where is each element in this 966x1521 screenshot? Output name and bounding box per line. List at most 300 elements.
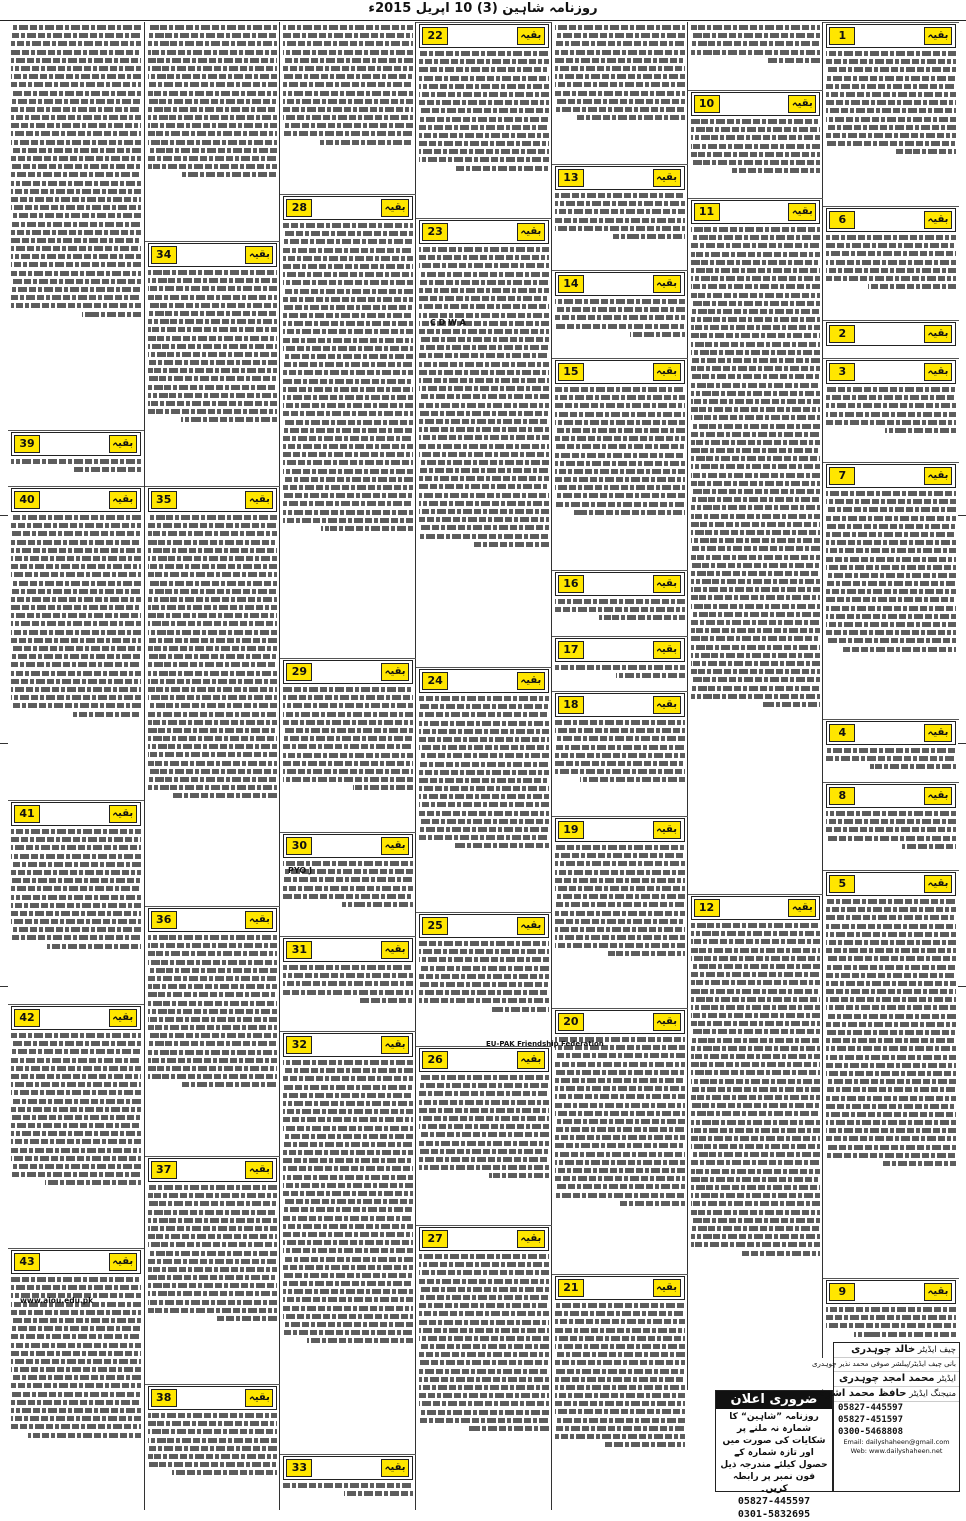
text-line <box>11 295 141 300</box>
section-rule <box>145 1156 281 1157</box>
marker-label: بقیہ <box>245 491 273 509</box>
text-line <box>11 515 141 520</box>
text-line <box>11 556 141 561</box>
text-line <box>489 1173 549 1178</box>
text-line <box>283 1216 413 1221</box>
text-line <box>283 1134 413 1139</box>
text-line <box>11 845 141 850</box>
marker-label: بقیہ <box>924 363 952 381</box>
text-line <box>555 66 685 71</box>
text-line <box>691 563 821 568</box>
text-line <box>419 525 549 530</box>
text-line <box>148 50 278 55</box>
text-line <box>691 135 821 140</box>
text-line <box>11 1334 141 1339</box>
text-line <box>11 50 141 55</box>
text-line <box>826 92 956 97</box>
text-line <box>691 25 821 30</box>
text-line <box>283 74 413 79</box>
text-line <box>555 761 685 766</box>
text-line <box>11 303 141 308</box>
notice-body: روزنامہ ”شاہین“ کا شمارہ نہ ملنے پر شکایات کی صورت میں اور تازہ شمارہ کے حصول کیلئے مندرجہ ذیل فون نمبر پر رابطہ کریں۔ <box>720 1412 828 1494</box>
text-line <box>342 902 413 907</box>
text-line <box>555 218 685 223</box>
text-line <box>419 1418 549 1423</box>
text-line <box>11 1318 141 1323</box>
text-line <box>283 305 413 310</box>
text-line <box>11 58 141 63</box>
text-line <box>555 1103 685 1108</box>
text-line <box>826 597 956 602</box>
text-line <box>555 1176 685 1181</box>
text-line <box>148 531 278 536</box>
text-line <box>148 935 278 940</box>
text-line <box>148 646 278 651</box>
continuation-marker <box>283 834 413 858</box>
text-line <box>148 1267 278 1272</box>
continuation-marker <box>148 1158 278 1182</box>
text-line <box>11 1343 141 1348</box>
text-line <box>419 786 549 791</box>
text-line <box>148 25 278 30</box>
marker-label: بقیہ <box>381 941 409 959</box>
text-line <box>419 1108 549 1113</box>
text-line <box>691 276 821 281</box>
text-line <box>691 1120 821 1125</box>
continuation-marker <box>148 243 278 267</box>
text-line <box>148 401 278 406</box>
article-text-block <box>148 932 278 1154</box>
text-line <box>11 189 141 194</box>
text-line <box>307 1338 413 1343</box>
text-line <box>555 315 685 320</box>
marker-number: 7 <box>829 467 855 485</box>
chief-editor-row <box>834 1343 959 1358</box>
article-text-block <box>283 220 413 656</box>
text-line <box>419 819 549 824</box>
text-line <box>826 819 956 824</box>
marker-number: 24 <box>422 672 448 690</box>
text-line <box>419 778 549 783</box>
continuation-marker <box>555 166 685 190</box>
marker-label: بقیہ <box>788 203 816 221</box>
text-line <box>148 992 278 997</box>
text-line <box>419 493 549 498</box>
text-line <box>11 605 141 610</box>
marker-number: 38 <box>151 1389 177 1407</box>
marker-number: 29 <box>286 663 312 681</box>
text-line <box>691 1029 821 1034</box>
text-line <box>555 1152 685 1157</box>
text-line <box>11 703 141 708</box>
continuation-marker <box>555 272 685 296</box>
text-line <box>148 1185 278 1190</box>
text-line <box>11 829 141 834</box>
marker-label: بقیہ <box>109 1009 137 1027</box>
text-line <box>826 1145 956 1150</box>
section-rule <box>823 22 959 23</box>
text-line <box>419 272 549 277</box>
text-line <box>419 427 549 432</box>
text-line <box>28 1433 141 1438</box>
text-line <box>691 1185 821 1190</box>
section-rule <box>823 782 959 783</box>
text-line <box>11 140 141 145</box>
text-line <box>283 469 413 474</box>
text-line <box>419 411 549 416</box>
text-line <box>148 1291 278 1296</box>
article-text-block <box>11 22 141 428</box>
text-line <box>283 777 413 782</box>
text-line <box>691 407 821 412</box>
text-line <box>283 50 413 55</box>
text-line <box>826 1030 956 1035</box>
text-line <box>691 964 821 969</box>
continuation-marker <box>691 896 821 920</box>
text-line <box>691 293 821 298</box>
text-line <box>148 1025 278 1030</box>
text-line <box>419 1149 549 1154</box>
text-line <box>283 58 413 63</box>
text-line <box>11 1359 141 1364</box>
continuation-marker <box>419 24 549 48</box>
section-rule <box>552 570 688 571</box>
marker-label: بقیہ <box>924 724 952 742</box>
text-line <box>148 695 278 700</box>
text-line <box>11 287 141 292</box>
text-line <box>691 1054 821 1059</box>
article-text-block <box>826 48 956 204</box>
text-line <box>419 59 549 64</box>
text-line <box>148 1210 278 1215</box>
section-rule <box>823 206 959 207</box>
text-line <box>11 33 141 38</box>
section-rule <box>416 22 552 23</box>
text-line <box>283 1297 413 1302</box>
text-line <box>11 1107 141 1112</box>
text-line <box>283 1117 413 1122</box>
text-line <box>11 572 141 577</box>
text-line <box>11 1392 141 1397</box>
continuation-marker <box>11 802 141 826</box>
text-line <box>11 1058 141 1063</box>
marker-number: 30 <box>286 837 312 855</box>
text-line <box>283 1248 413 1253</box>
text-line <box>283 761 413 766</box>
text-line <box>11 91 141 96</box>
marker-label: بقیہ <box>109 491 137 509</box>
text-line <box>826 524 956 529</box>
text-line <box>215 1316 277 1321</box>
text-line <box>555 395 685 400</box>
text-line <box>11 1172 141 1177</box>
text-line <box>691 1079 821 1084</box>
text-line <box>11 935 141 940</box>
text-line <box>283 485 413 490</box>
marker-number: 26 <box>422 1051 448 1069</box>
article-text-block <box>555 717 685 814</box>
text-line <box>11 222 141 227</box>
article-text-block <box>11 1274 141 1506</box>
section-rule <box>280 1031 416 1032</box>
text-line <box>11 25 141 30</box>
text-line <box>419 149 549 154</box>
text-line <box>492 1007 549 1012</box>
marker-number: 3 <box>829 363 855 381</box>
text-line <box>826 412 956 417</box>
continuation-marker <box>826 464 956 488</box>
text-line <box>11 862 141 867</box>
text-line <box>691 538 821 543</box>
article-text-block <box>148 1410 278 1506</box>
text-line <box>11 523 141 528</box>
text-line <box>11 1367 141 1372</box>
news-column <box>279 22 416 1510</box>
text-line <box>419 762 549 767</box>
text-line <box>283 712 413 717</box>
text-line <box>72 467 141 472</box>
marker-number: 32 <box>286 1036 312 1054</box>
edge-mark <box>958 986 966 987</box>
text-line <box>691 1242 821 1247</box>
text-line <box>419 501 549 506</box>
text-line <box>691 309 821 314</box>
text-line <box>148 613 278 618</box>
text-line <box>691 980 821 985</box>
text-line <box>148 58 278 63</box>
section-rule <box>823 358 959 359</box>
text-line <box>826 915 956 920</box>
text-line <box>419 288 549 293</box>
text-line <box>691 260 821 265</box>
text-line <box>283 1166 413 1171</box>
text-line <box>419 51 549 56</box>
text-line <box>283 1158 413 1163</box>
text-line <box>826 141 956 146</box>
text-line <box>691 1169 821 1174</box>
text-line <box>283 720 413 725</box>
text-line <box>148 662 278 667</box>
article-text-block <box>826 745 956 780</box>
text-line <box>11 1041 141 1046</box>
text-line <box>148 581 278 586</box>
text-line <box>148 91 278 96</box>
text-line <box>896 149 956 154</box>
text-line <box>419 435 549 440</box>
text-line <box>148 943 278 948</box>
text-line <box>148 1009 278 1014</box>
text-line <box>283 1257 413 1262</box>
text-line <box>283 280 413 285</box>
text-line <box>555 1328 685 1333</box>
text-line <box>148 540 278 545</box>
text-line <box>419 1165 549 1170</box>
marker-label: بقیہ <box>381 1459 409 1477</box>
marker-number: 36 <box>151 911 177 929</box>
text-line <box>283 477 413 482</box>
text-line <box>691 284 821 289</box>
text-line <box>555 665 685 670</box>
text-line <box>419 998 549 1003</box>
text-line <box>826 1315 956 1320</box>
text-line <box>11 181 141 186</box>
text-line <box>11 1148 141 1153</box>
text-line <box>555 453 685 458</box>
text-line <box>826 1046 956 1051</box>
text-line <box>283 231 413 236</box>
text-line <box>555 25 685 30</box>
marker-label: بقیہ <box>245 246 273 264</box>
news-column <box>415 22 552 1510</box>
article-text-block <box>555 596 685 634</box>
text-line <box>826 1014 956 1019</box>
text-line <box>854 1332 956 1337</box>
text-line <box>11 646 141 651</box>
text-line <box>555 1094 685 1099</box>
text-line <box>419 92 549 97</box>
text-line <box>419 125 549 130</box>
text-line <box>555 193 685 198</box>
text-line <box>283 66 413 71</box>
text-line <box>283 1232 413 1237</box>
text-line <box>555 1393 685 1398</box>
text-line <box>691 604 821 609</box>
text-line <box>11 99 141 104</box>
section-rule <box>416 667 552 668</box>
continuation-marker <box>419 1048 549 1072</box>
edge-mark <box>958 743 966 744</box>
text-line <box>148 597 278 602</box>
continuation-marker <box>826 322 956 346</box>
text-line <box>283 1289 413 1294</box>
text-line <box>555 428 685 433</box>
text-line <box>691 1152 821 1157</box>
text-line <box>691 948 821 953</box>
marker-label: بقیہ <box>653 1013 681 1031</box>
text-line <box>11 271 141 276</box>
text-line <box>826 1005 956 1010</box>
text-line <box>181 417 277 422</box>
text-line <box>555 1143 685 1148</box>
text-line <box>826 276 956 281</box>
text-line <box>826 100 956 105</box>
imprint-phone: 05827-445597 <box>838 1403 904 1413</box>
text-line <box>691 1226 821 1231</box>
text-line <box>691 268 821 273</box>
text-line <box>555 107 685 112</box>
marker-label: بقیہ <box>788 95 816 113</box>
text-line <box>467 1426 549 1431</box>
text-line <box>826 1055 956 1060</box>
text-line <box>148 393 278 398</box>
text-line <box>11 66 141 71</box>
text-line <box>555 878 685 883</box>
text-line <box>419 362 549 367</box>
text-line <box>419 353 549 358</box>
text-line <box>148 968 278 973</box>
text-line <box>148 344 278 349</box>
text-line <box>691 530 821 535</box>
text-line <box>419 1311 549 1316</box>
article-text-block <box>148 512 278 904</box>
continuation-marker <box>691 200 821 224</box>
article-text-block <box>826 808 956 868</box>
marker-number: 40 <box>14 491 40 509</box>
text-line <box>555 1184 685 1189</box>
text-line <box>283 510 413 515</box>
text-line <box>419 1377 549 1382</box>
article-text-block <box>826 346 956 356</box>
section-rule <box>145 241 281 242</box>
article-text-block <box>148 22 278 239</box>
text-line <box>826 965 956 970</box>
text-line <box>419 729 549 734</box>
marker-number: 14 <box>558 275 584 293</box>
text-line <box>283 1224 413 1229</box>
text-line <box>555 736 685 741</box>
text-line <box>148 1242 278 1247</box>
text-line <box>732 168 820 173</box>
continuation-marker <box>419 669 549 693</box>
text-line <box>691 1193 821 1198</box>
text-line <box>148 984 278 989</box>
text-line <box>283 1175 413 1180</box>
text-line <box>826 557 956 562</box>
marker-number: 18 <box>558 696 584 714</box>
text-line <box>555 420 685 425</box>
marker-label: بقیہ <box>653 821 681 839</box>
text-line <box>826 491 956 496</box>
text-line <box>605 1442 684 1447</box>
continuation-marker <box>826 1280 956 1304</box>
marker-number: 39 <box>14 435 40 453</box>
text-line <box>11 213 141 218</box>
text-line <box>826 125 956 130</box>
text-line <box>419 1091 549 1096</box>
text-line <box>283 886 413 891</box>
text-line <box>419 403 549 408</box>
text-line <box>148 1201 278 1206</box>
text-line <box>826 76 956 81</box>
marker-label: بقیہ <box>517 1051 545 1069</box>
marker-number: 34 <box>151 246 177 264</box>
marker-label: بقیہ <box>109 435 137 453</box>
text-line <box>691 1111 821 1116</box>
text-line <box>419 704 549 709</box>
text-line <box>283 370 413 375</box>
text-line <box>148 1300 278 1305</box>
text-line <box>555 1111 685 1116</box>
editor-label: ایڈیٹر <box>937 1374 956 1384</box>
text-line <box>148 99 278 104</box>
continuation-marker <box>555 638 685 662</box>
text-line <box>11 123 141 128</box>
text-line <box>148 1283 278 1288</box>
article-text-block <box>691 920 821 1386</box>
text-line <box>555 1369 685 1374</box>
text-line <box>283 338 413 343</box>
text-line <box>148 556 278 561</box>
text-line <box>283 387 413 392</box>
text-line <box>148 951 278 956</box>
text-line <box>691 127 821 132</box>
text-line <box>691 931 821 936</box>
text-line <box>826 606 956 611</box>
continuation-marker <box>555 693 685 717</box>
continuation-marker <box>419 220 549 244</box>
text-line <box>11 1099 141 1104</box>
imprint-email: Email: dailyshaheen@gmail.com <box>843 1438 950 1446</box>
